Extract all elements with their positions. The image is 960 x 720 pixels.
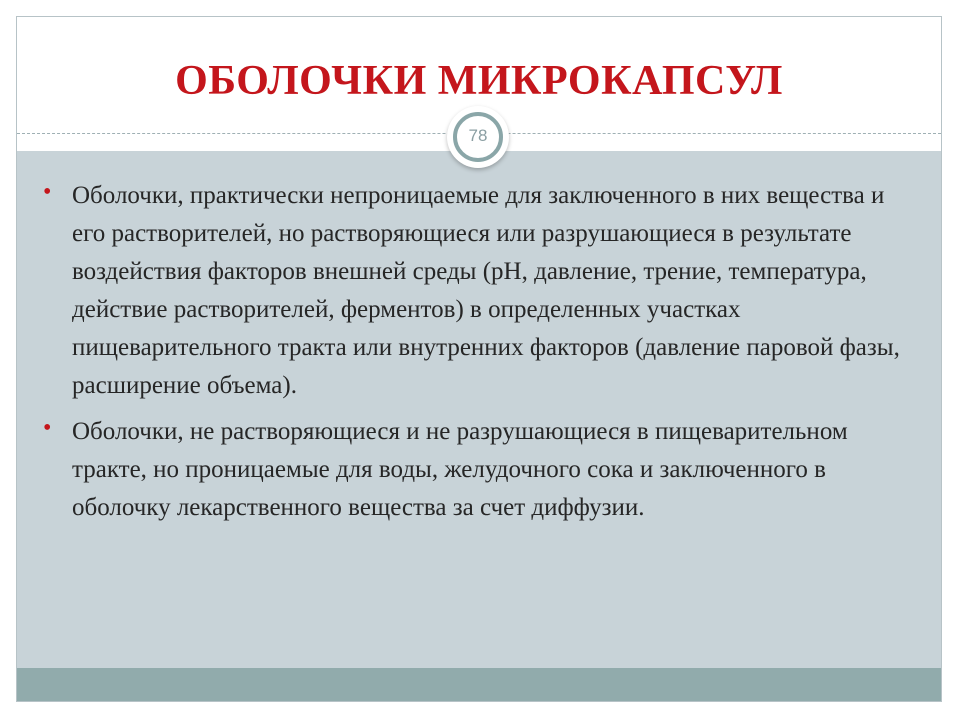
page-number-ring — [453, 112, 503, 162]
bullet-list — [43, 177, 921, 535]
page-number: 78 — [468, 126, 488, 145]
bullet-item-2 — [43, 413, 921, 527]
bottom-band — [17, 668, 941, 701]
bullet-text-2: Оболочки, не растворяющиеся и не разрушающиеся в пищеварительном тракте, но проницаемые для воды, желудочного сока и заключенного в оболочку лекарственного вещества за счет диффузии. — [72, 418, 848, 521]
bullet-marker: • — [43, 415, 52, 441]
bullet-item-1 — [43, 177, 921, 405]
slide-title: ОБОЛОЧКИ МИКРОКАПСУЛ — [175, 58, 783, 104]
page-number-badge — [447, 106, 509, 168]
bullet-marker: • — [43, 179, 52, 205]
bullet-text-1: Оболочки, практически непроницаемые для заключенного в них вещества и его растворителей, но растворяющиеся или разрушающиеся в результате воздействия факторов внешней среды (рН, давление, трение, температура, действие растворителей, ферментов) в определенных участках пищеварительного тракта или внутренних факторов (давление паровой фазы, расширение объема). — [72, 182, 900, 399]
slide — [16, 16, 942, 702]
